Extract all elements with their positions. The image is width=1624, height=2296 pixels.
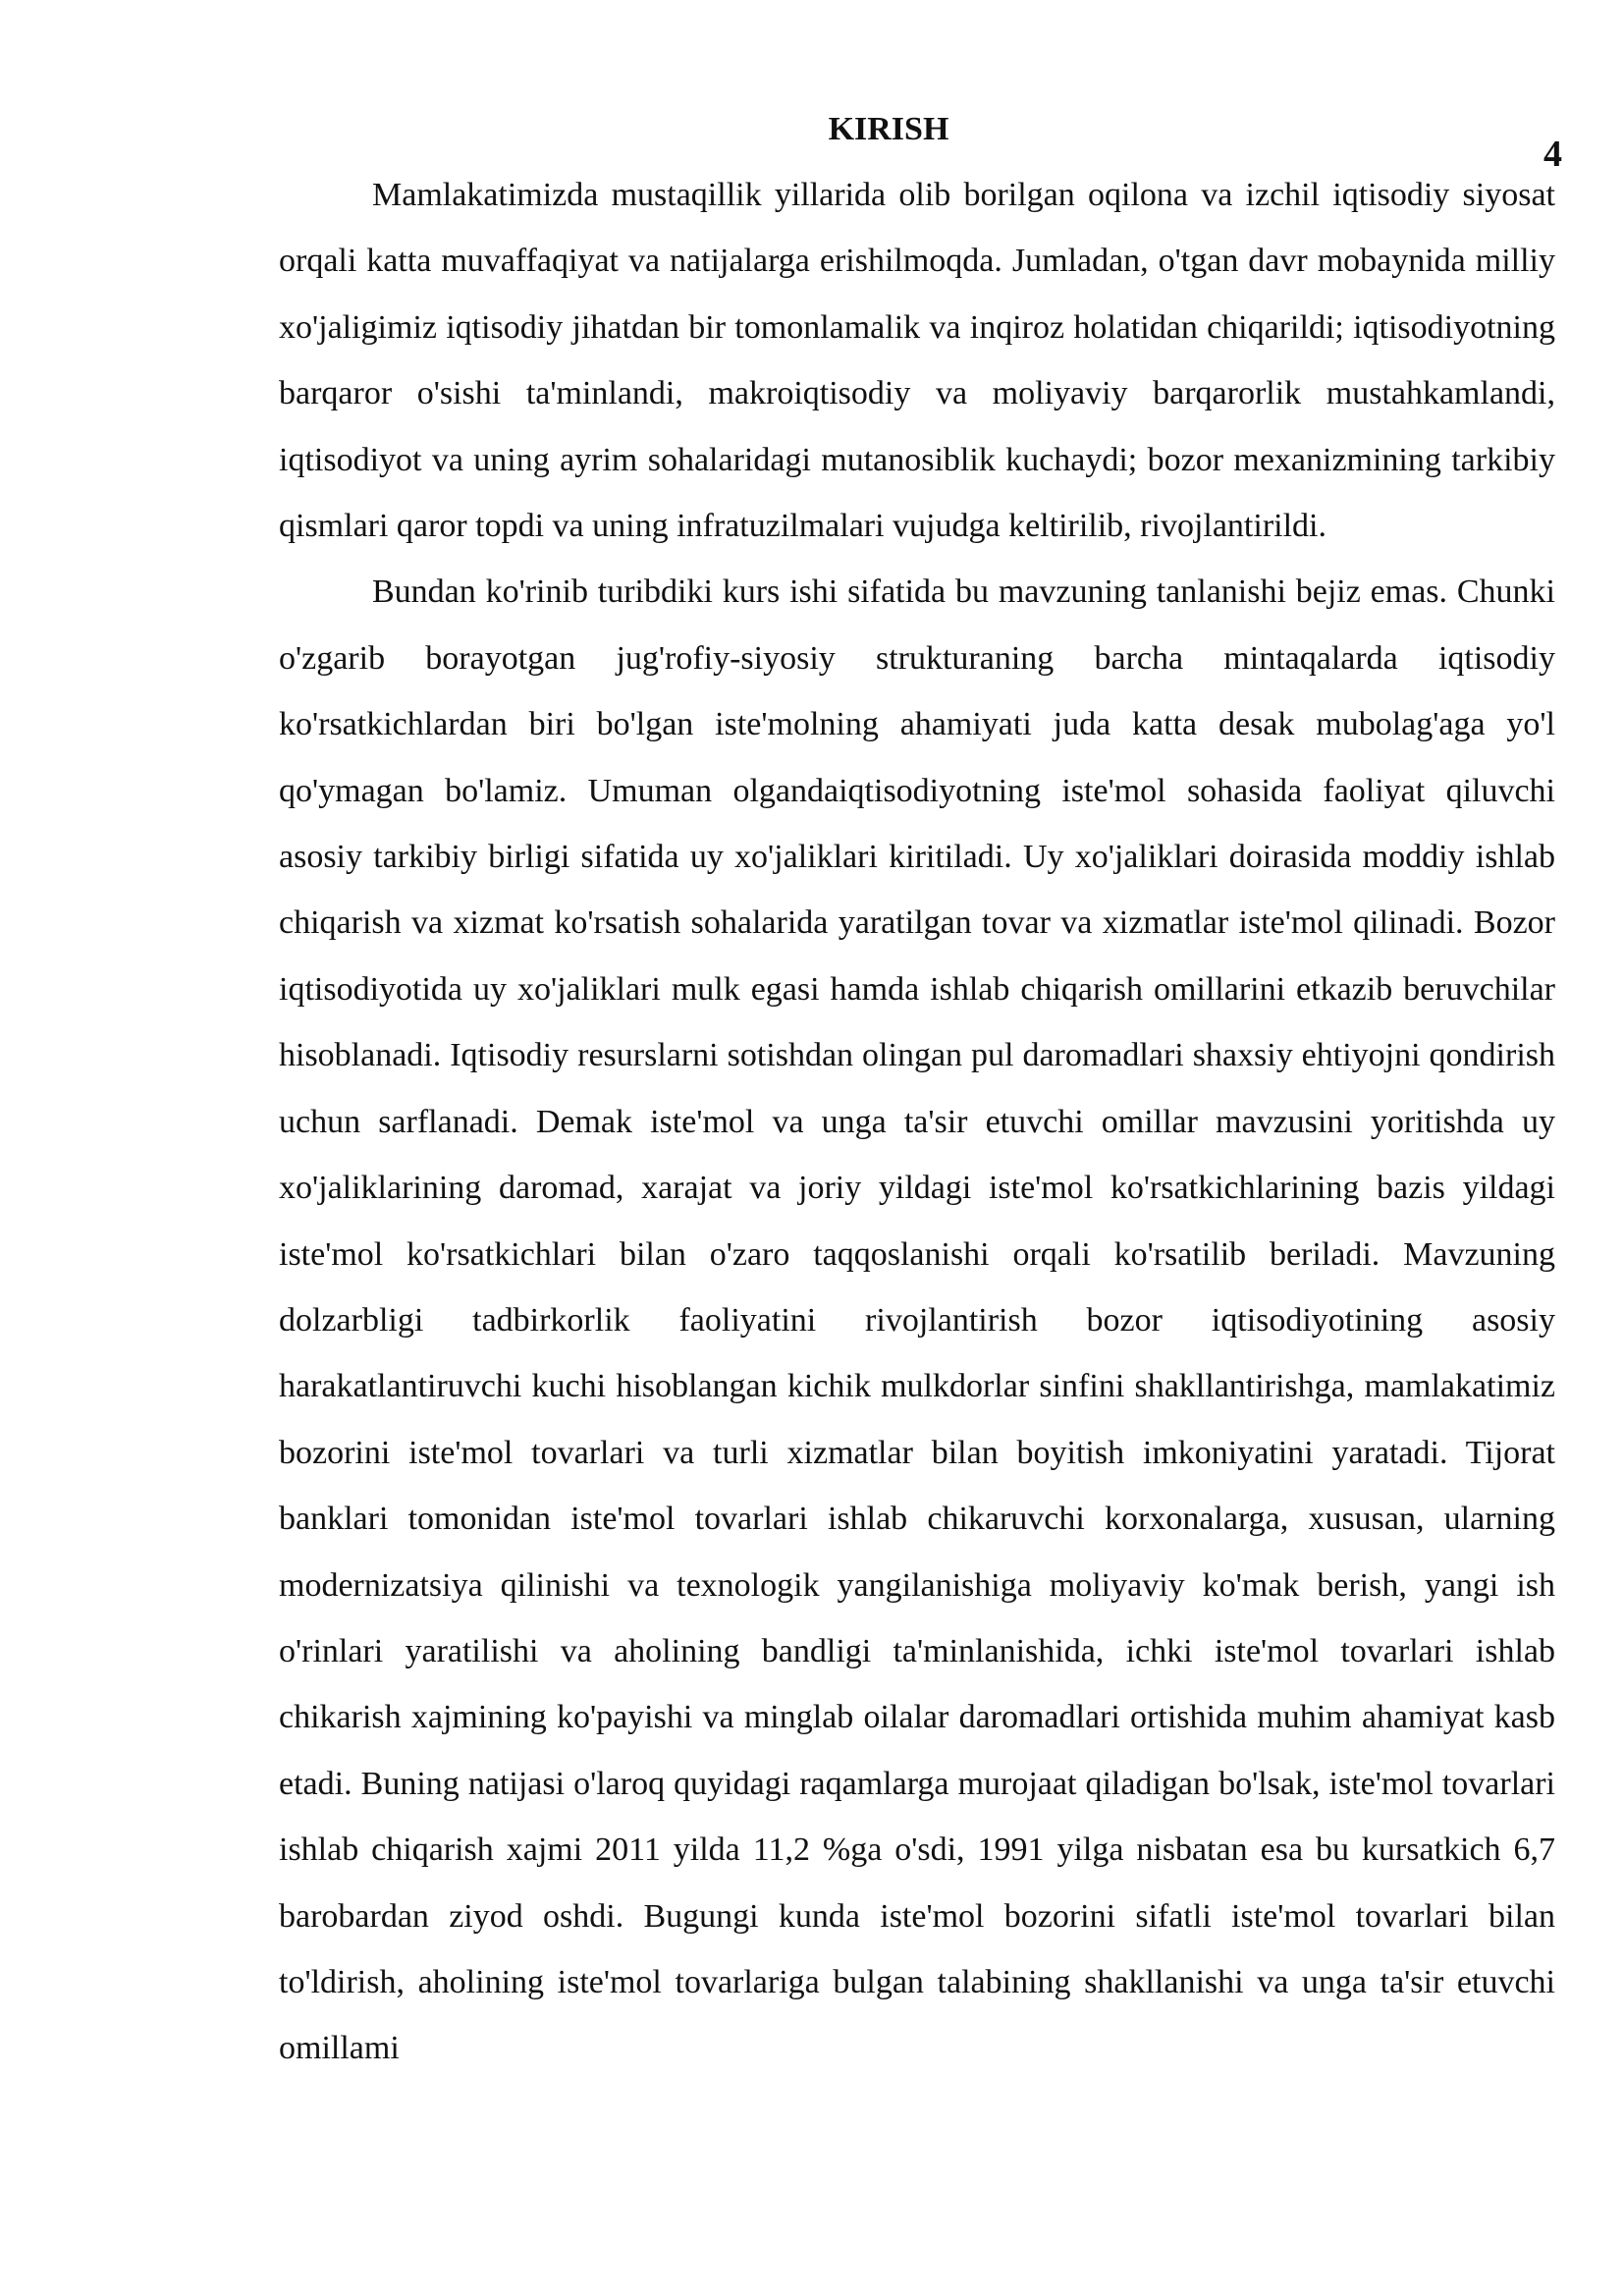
body-text xyxy=(279,162,1555,2082)
page-number: 4 xyxy=(1543,134,1562,175)
paragraph-1: Mamlakatimizda mustaqillik yillarida olib borilgan oqilona va izchil iqtisodiy siyosat orqali katta muvaffaqiyat va natijalarga erishilmoqda. Jumladan, o'tgan davr mobaynida milliy xo'jaligimiz iqtisodiy jihatdan bir tomonlamalik va inqiroz holatidan chiqarildi; iqtisodiyotning barqaror o'sishi ta'minlandi, makroiqtisodiy va moliyaviy barqarorlik mustahkamlandi, iqtisodiyot va uning ayrim sohalaridagi mutanosiblik kuchaydi; bozor mexanizmining tarkibiy qismlari qaror topdi va uning infratuzilmalari vujudga keltirilib, rivojlantirildi. xyxy=(279,177,1555,545)
section-heading: KIRISH xyxy=(828,111,949,147)
paragraph-2: Bundan ko'rinib turibdiki kurs ishi sifatida bu mavzuning tanlanishi bejiz emas. Chunki o'zgarib borayotgan jug'rofiy-siyosiy strukturaning barcha mintaqalarda iqtisodiy ko'rsatkichlardan biri bo'lgan iste'molning ahamiyati juda katta desak mubolag'aga yo'l qo'ymagan bo'lamiz. Umuman olgandaiqtisodiyotning iste'mol sohasida faoliyat qiluvchi asosiy tarkibiy birligi sifatida uy xo'jaliklari kiritiladi. Uy xo'jaliklari doirasida moddiy ishlab chiqarish va xizmat ko'rsatish sohalarida yaratilgan tovar va xizmatlar iste'mol qilinadi. Bozor iqtisodiyotida uy xo'jaliklari mulk egasi hamda ishlab chiqarish omillarini etkazib beruvchilar hisoblanadi. Iqtisodiy resurslarni sotishdan olingan pul daromadlari shaxsiy ehtiyojni qondirish uchun sarflanadi. Demak iste'mol va unga ta'sir etuvchi omillar mavzusini yoritishda uy xo'jaliklarining daromad, xarajat va joriy yildagi iste'mol ko'rsatkichlarining bazis yildagi iste'mol ko'rsatkichlari bilan o'zaro taqqoslanishi orqali ko'rsatilib beriladi. Mavzuning dolzarbligi tadbirkorlik faoliyatini rivojlantirish bozor iqtisodiyotining asosiy harakatlantiruvchi kuchi hisoblangan kichik mulkdorlar sinfini shakllantirishga, mamlakatimiz bozorini iste'mol tovarlari va turli xizmatlar bilan boyitish imkoniyatini yaratadi. Tijorat banklari tomonidan iste'mol tovarlari ishlab chikaruvchi korxonalarga, xususan, ularning modernizatsiya qilinishi va texnologik yangilanishiga moliyaviy ko'mak berish, yangi ish o'rinlari yaratilishi va aholining bandligi ta'minlanishida, ichki iste'mol tovarlari ishlab chikarish xajmining ko'payishi va minglab oilalar daromadlari ortishida muhim ahamiyat kasb etadi. Buning natijasi o'laroq quyidagi raqamlarga murojaat qiladigan bo'lsak, iste'mol tovarlari ishlab chiqarish xajmi 2011 yilda 11,2 %ga o'sdi, 1991 yilga nisbatan esa bu kursatkich 6,7 barobardan ziyod oshdi. Bugungi kunda iste'mol bozorini sifatli iste'mol tovarlari bilan to'ldirish, aholining iste'mol tovarlariga bulgan talabining shakllanishi va unga ta'sir etuvchi omillami xyxy=(279,574,1555,2067)
